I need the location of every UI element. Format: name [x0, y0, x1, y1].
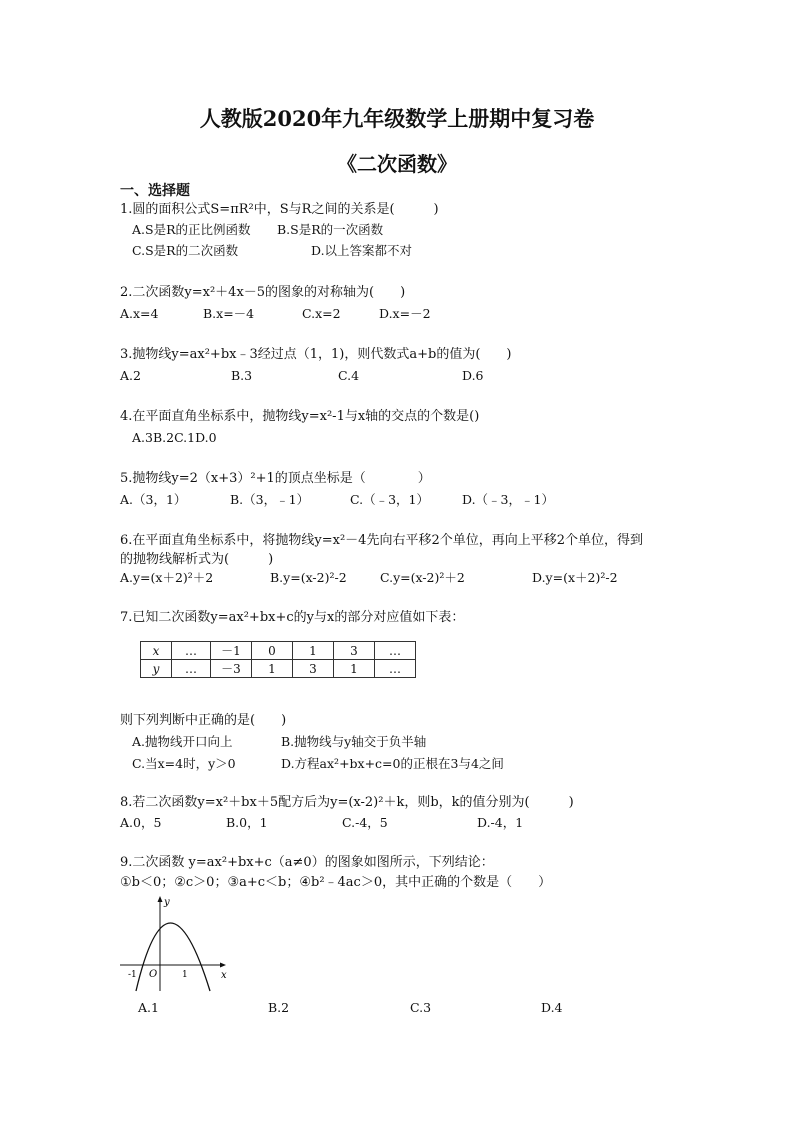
table-cell: 1	[252, 660, 293, 678]
q1-option-a: A.S是R的正比例函数	[132, 222, 251, 237]
q2-option-d: D.x=－2	[379, 306, 431, 321]
q1-option-c: C.S是R的二次函数	[132, 243, 239, 258]
q7-option-c: C.当x=4时，y＞0	[132, 756, 236, 771]
q6-option-a: A.y=(x＋2)²＋2	[120, 570, 214, 585]
section-heading: 一、选择题	[120, 183, 190, 199]
q9-option-d: D.4	[541, 1000, 563, 1015]
q5-option-a: A.（3，1）	[120, 492, 187, 507]
tick-label-neg-one: -1	[128, 970, 137, 980]
page-subtitle: 《二次函数》	[337, 152, 457, 176]
x-axis-label: x	[221, 970, 227, 981]
q8-stem: 8.若二次函数y=x²＋bx＋5配方后为y=(x-2)²＋k，则b，k的值分别为( )	[120, 795, 574, 810]
table-row-y	[141, 660, 416, 678]
table-cell: 0	[252, 642, 293, 660]
q7-option-d: D.方程ax²+bx+c=0的正根在3与4之间	[281, 756, 504, 771]
q5-stem: 5.抛物线y=2（x+3）²+1的顶点坐标是（ ）	[120, 471, 431, 486]
q2-option-b: B.x=－4	[203, 306, 255, 321]
table-cell: …	[172, 660, 211, 678]
q9-option-b: B.2	[268, 1000, 290, 1015]
q8-option-c: C.-4，5	[342, 815, 388, 830]
x-axis-arrow	[220, 963, 226, 968]
q4-stem: 4.在平面直角坐标系中，抛物线y=x²-1与x轴的交点的个数是()	[120, 409, 480, 424]
page-title: 人教版2020年九年级数学上册期中复习卷	[199, 106, 595, 131]
table-cell: 1	[293, 642, 334, 660]
q6-stem-line2: 的抛物线解析式为( )	[120, 552, 274, 567]
q8-option-a: A.0，5	[120, 815, 162, 830]
table-cell: …	[375, 642, 416, 660]
q3-option-d: D.6	[462, 368, 484, 383]
parabola-graph	[118, 893, 238, 993]
q1-stem: 1.圆的面积公式S=πR²中，S与R之间的关系是( )	[120, 202, 439, 217]
q4-options: A.3B.2C.1D.0	[132, 430, 217, 445]
table-row-x	[141, 642, 416, 660]
q1-option-b: B.S是R的一次函数	[277, 222, 384, 237]
q6-option-b: B.y=(x-2)²-2	[270, 570, 347, 585]
table-cell: －3	[211, 660, 252, 678]
q5-option-c: C.（﹣3，1）	[350, 492, 429, 507]
table-cell: x	[141, 642, 172, 660]
q7-question: 则下列判断中正确的是( )	[120, 713, 287, 728]
tick-label-one: 1	[182, 970, 188, 980]
q9-stem-line1: 9.二次函数 y=ax²+bx+c（a≠0）的图象如图所示，下列结论：	[120, 855, 494, 870]
q2-option-c: C.x=2	[302, 306, 341, 321]
q8-option-d: D.-4，1	[477, 815, 524, 830]
q5-option-d: D.（﹣3，﹣1）	[462, 492, 554, 507]
q6-stem-line1: 6.在平面直角坐标系中，将抛物线y=x²－4先向右平移2个单位，再向上平移2个单位，得到	[120, 533, 643, 548]
q3-stem: 3.抛物线y=ax²+bx﹣3经过点（1，1)，则代数式a+b的值为( )	[120, 347, 512, 362]
table-cell: …	[375, 660, 416, 678]
y-axis-arrow	[158, 896, 163, 902]
q5-option-b: B.（3，﹣1）	[230, 492, 310, 507]
q9-option-c: C.3	[410, 1000, 432, 1015]
table-cell: 1	[334, 660, 375, 678]
table-cell: 3	[334, 642, 375, 660]
q3-option-b: B.3	[231, 368, 253, 383]
parabola-curve	[136, 923, 210, 991]
q8-option-b: B.0，1	[226, 815, 268, 830]
q7-stem: 7.已知二次函数y=ax²+bx+c的y与x的部分对应值如下表：	[120, 610, 465, 625]
q9-stem-line2: ①b＜0；②c＞0；③a+c＜b；④b²﹣4ac＞0，其中正确的个数是（ ）	[120, 875, 552, 890]
q6-option-c: C.y=(x-2)²＋2	[380, 570, 465, 585]
table-cell: 3	[293, 660, 334, 678]
q2-stem: 2.二次函数y=x²＋4x－5的图象的对称轴为( )	[120, 285, 406, 300]
q2-option-a: A.x=4	[120, 306, 159, 321]
table-cell: …	[172, 642, 211, 660]
q1-option-d: D.以上答案都不对	[311, 243, 413, 258]
q3-option-a: A.2	[120, 368, 141, 383]
origin-label: O	[149, 969, 158, 980]
q3-option-c: C.4	[338, 368, 360, 383]
q7-option-b: B.抛物线与y轴交于负半轴	[281, 734, 427, 749]
q6-option-d: D.y=(x＋2)²-2	[532, 570, 618, 585]
q9-option-a: A.1	[138, 1000, 159, 1015]
value-table	[140, 641, 416, 678]
y-axis-label: y	[164, 897, 170, 908]
table-cell: －1	[211, 642, 252, 660]
table-cell: y	[141, 660, 172, 678]
q7-option-a: A.抛物线开口向上	[132, 734, 233, 749]
